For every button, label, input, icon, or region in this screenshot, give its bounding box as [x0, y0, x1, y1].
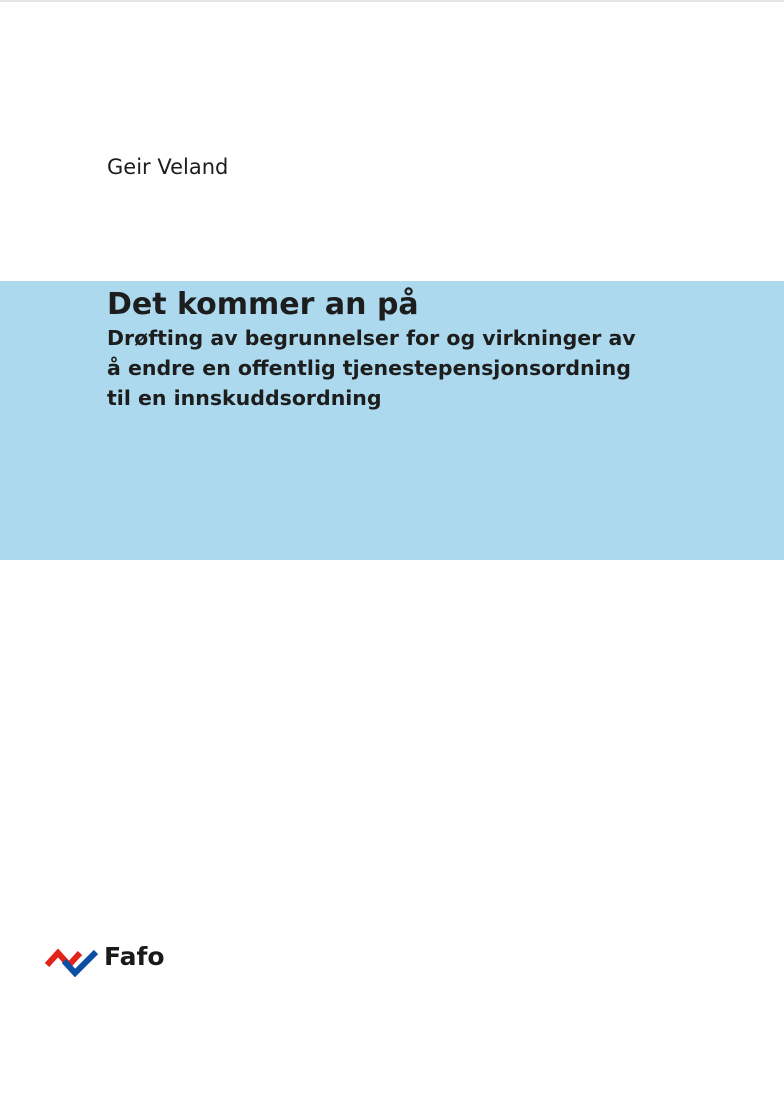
top-rule	[0, 0, 784, 2]
report-subtitle	[107, 323, 747, 413]
subtitle-line-3: til en innskuddsordning	[107, 386, 382, 410]
title-band	[0, 281, 784, 560]
publisher-logo	[44, 936, 165, 978]
subtitle-line-1: Drøfting av begrunnelser for og virkninger av	[107, 326, 636, 350]
report-title: Det kommer an på	[107, 287, 419, 322]
publisher-name: Fafo	[104, 942, 165, 971]
author-name: Geir Veland	[107, 155, 229, 179]
fafo-logo-icon	[44, 937, 100, 977]
subtitle-line-2: å endre en offentlig tjenestepensjonsordning	[107, 356, 631, 380]
